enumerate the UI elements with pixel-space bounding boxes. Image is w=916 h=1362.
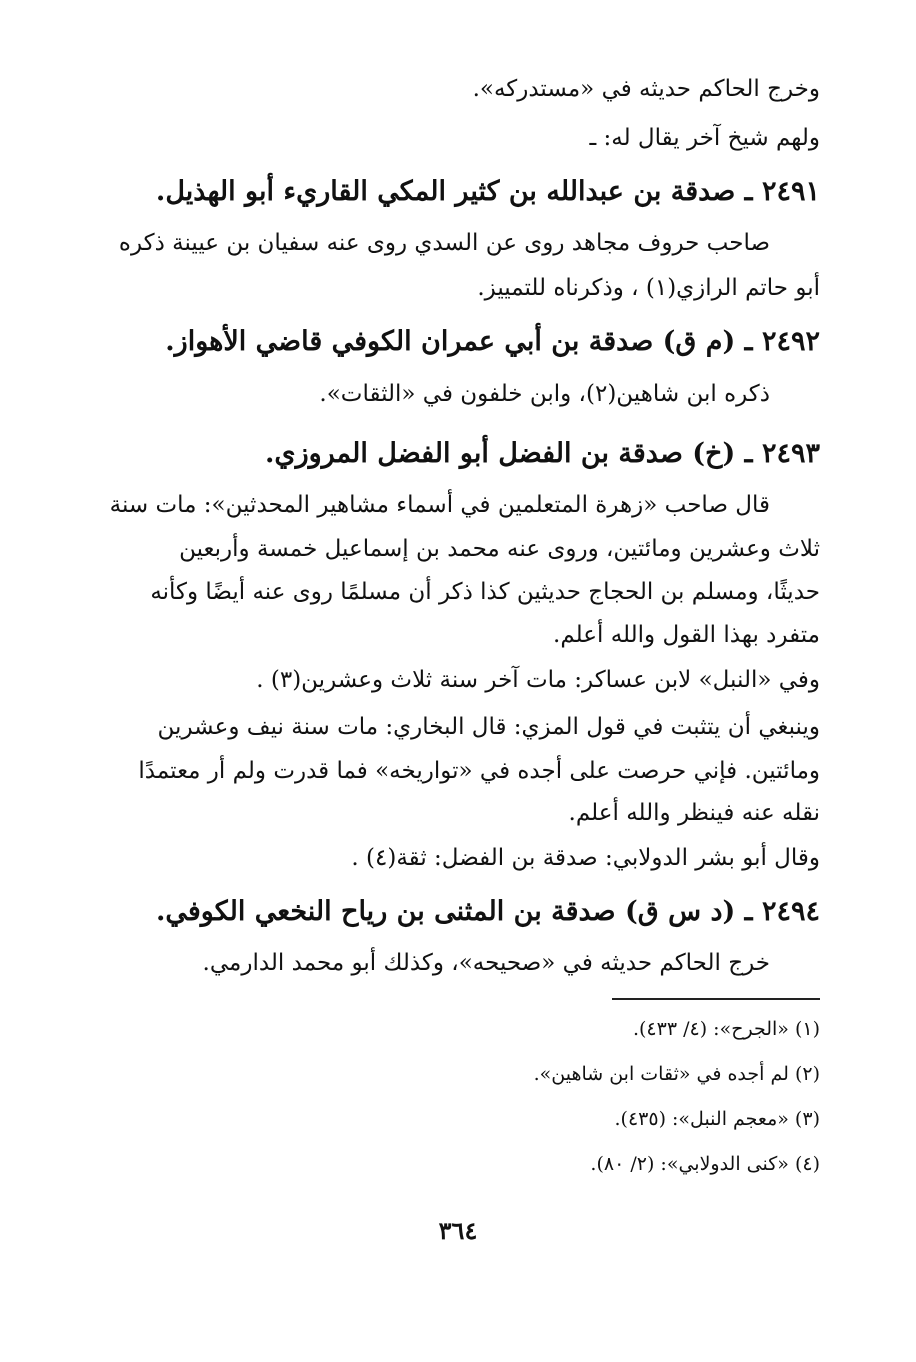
text-line: صاحب حروف مجاهد روى عن السدي روى عنه سفيان بن عيينة ذكره	[118, 230, 770, 256]
text-line: وينبغي أن يتثبت في قول المزي: قال البخاري: مات سنة نيف وعشرين	[157, 714, 820, 740]
text-line: أبو حاتم الرازي(١) ، وذكرناه للتمييز.	[477, 275, 820, 301]
footnote-4: (٤) «كنى الدولابي»: (٢/ ٨٠).	[590, 1153, 820, 1175]
text-line: وفي «النبل» لابن عساكر: مات آخر سنة ثلاث وعشرين(٣) .	[256, 667, 820, 693]
text-line: متفرد بهذا القول والله أعلم.	[553, 622, 820, 648]
text-line: ولهم شيخ آخر يقال له: ـ	[589, 125, 820, 151]
footnote-separator	[612, 998, 820, 1000]
text-line: قال صاحب «زهرة المتعلمين في أسماء مشاهير المحدثين»: مات سنة	[109, 492, 770, 518]
footnote-1: (١) «الجرح»: (٤/ ٤٣٣).	[632, 1018, 820, 1040]
entry-heading-2492: ٢٤٩٢ ـ (م ق) صدقة بن أبي عمران الكوفي قاضي الأهواز.	[165, 326, 820, 357]
text-line: حديثًا، ومسلم بن الحجاج حديثين كذا ذكر أن مسلمًا روى عنه أيضًا وكأنه	[150, 579, 820, 605]
footnote-2: (٢) لم أجده في «ثقات ابن شاهين».	[533, 1063, 820, 1085]
text-line: ثلاث وعشرين ومائتين، وروى عنه محمد بن إسماعيل خمسة وأربعين	[179, 536, 820, 562]
entry-heading-2494: ٢٤٩٤ ـ (د س ق) صدقة بن المثنى بن رياح النخعي الكوفي.	[156, 896, 820, 927]
text-line: وخرج الحاكم حديثه في «مستدركه».	[472, 76, 820, 102]
text-line: ومائتين. فإني حرصت على أجده في «تواريخه» فما قدرت ولم أر معتمدًا	[138, 758, 820, 784]
text-line: نقله عنه فينظر والله أعلم.	[568, 800, 820, 826]
footnote-3: (٣) «معجم النبل»: (٤٣٥).	[614, 1108, 820, 1130]
page-number: ٣٦٤	[438, 1216, 478, 1245]
entry-heading-2493: ٢٤٩٣ ـ (خ) صدقة بن الفضل أبو الفضل المروزي.	[265, 438, 820, 469]
text-line: وقال أبو بشر الدولابي: صدقة بن الفضل: ثقة(٤) .	[351, 845, 820, 871]
entry-heading-2491: ٢٤٩١ ـ صدقة بن عبدالله بن كثير المكي القاريء أبو الهذيل.	[155, 176, 820, 207]
text-line: خرج الحاكم حديثه في «صحيحه»، وكذلك أبو محمد الدارمي.	[202, 950, 770, 976]
text-line: ذكره ابن شاهين(٢)، وابن خلفون في «الثقات».	[319, 381, 770, 407]
